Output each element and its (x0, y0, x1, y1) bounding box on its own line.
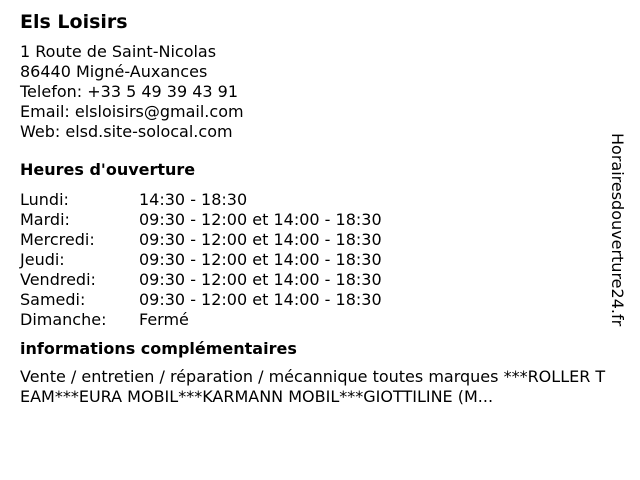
info-description: Vente / entretien / réparation / mécannique toutes marques ***ROLLER TEAM***EURA MOBIL***KARMANN MOBIL***GIOTTILINE (M... (20, 367, 606, 406)
day-label: Jeudi: (20, 250, 65, 269)
website: Web: elsd.site-solocal.com (20, 122, 233, 141)
time-range: 14:30 - 18:30 (139, 190, 248, 209)
day-label: Samedi: (20, 290, 86, 309)
hours-table (20, 190, 616, 330)
day-label: Mercredi: (20, 230, 95, 249)
address-city: 86440 Migné-Auxances (20, 62, 208, 81)
time-range: 09:30 - 12:00 et 14:00 - 18:30 (139, 270, 382, 289)
day-label: Dimanche: (20, 310, 107, 329)
hours-row-samedi (20, 290, 616, 310)
hours-row-mercredi (20, 230, 616, 250)
hours-row-lundi (20, 190, 616, 210)
info-heading: informations complémentaires (20, 339, 297, 358)
brand-watermark: Horairesdouverture24.fr (608, 133, 627, 327)
time-range: 09:30 - 12:00 et 14:00 - 18:30 (139, 230, 382, 249)
business-name: Els Loisirs (20, 11, 128, 33)
hours-row-vendredi (20, 270, 616, 290)
business-card (20, 10, 616, 407)
day-label: Lundi: (20, 190, 69, 209)
day-label: Vendredi: (20, 270, 96, 289)
hours-heading: Heures d'ouverture (20, 160, 196, 179)
email-address: Email: elsloisirs@gmail.com (20, 102, 244, 121)
hours-row-dimanche (20, 310, 616, 330)
time-range: Fermé (139, 310, 189, 329)
time-range: 09:30 - 12:00 et 14:00 - 18:30 (139, 250, 382, 269)
time-range: 09:30 - 12:00 et 14:00 - 18:30 (139, 210, 382, 229)
day-label: Mardi: (20, 210, 70, 229)
hours-row-jeudi (20, 250, 616, 270)
address-street: 1 Route de Saint-Nicolas (20, 42, 217, 61)
hours-row-mardi (20, 210, 616, 230)
time-range: 09:30 - 12:00 et 14:00 - 18:30 (139, 290, 382, 309)
phone-number: Telefon: +33 5 49 39 43 91 (20, 82, 239, 101)
